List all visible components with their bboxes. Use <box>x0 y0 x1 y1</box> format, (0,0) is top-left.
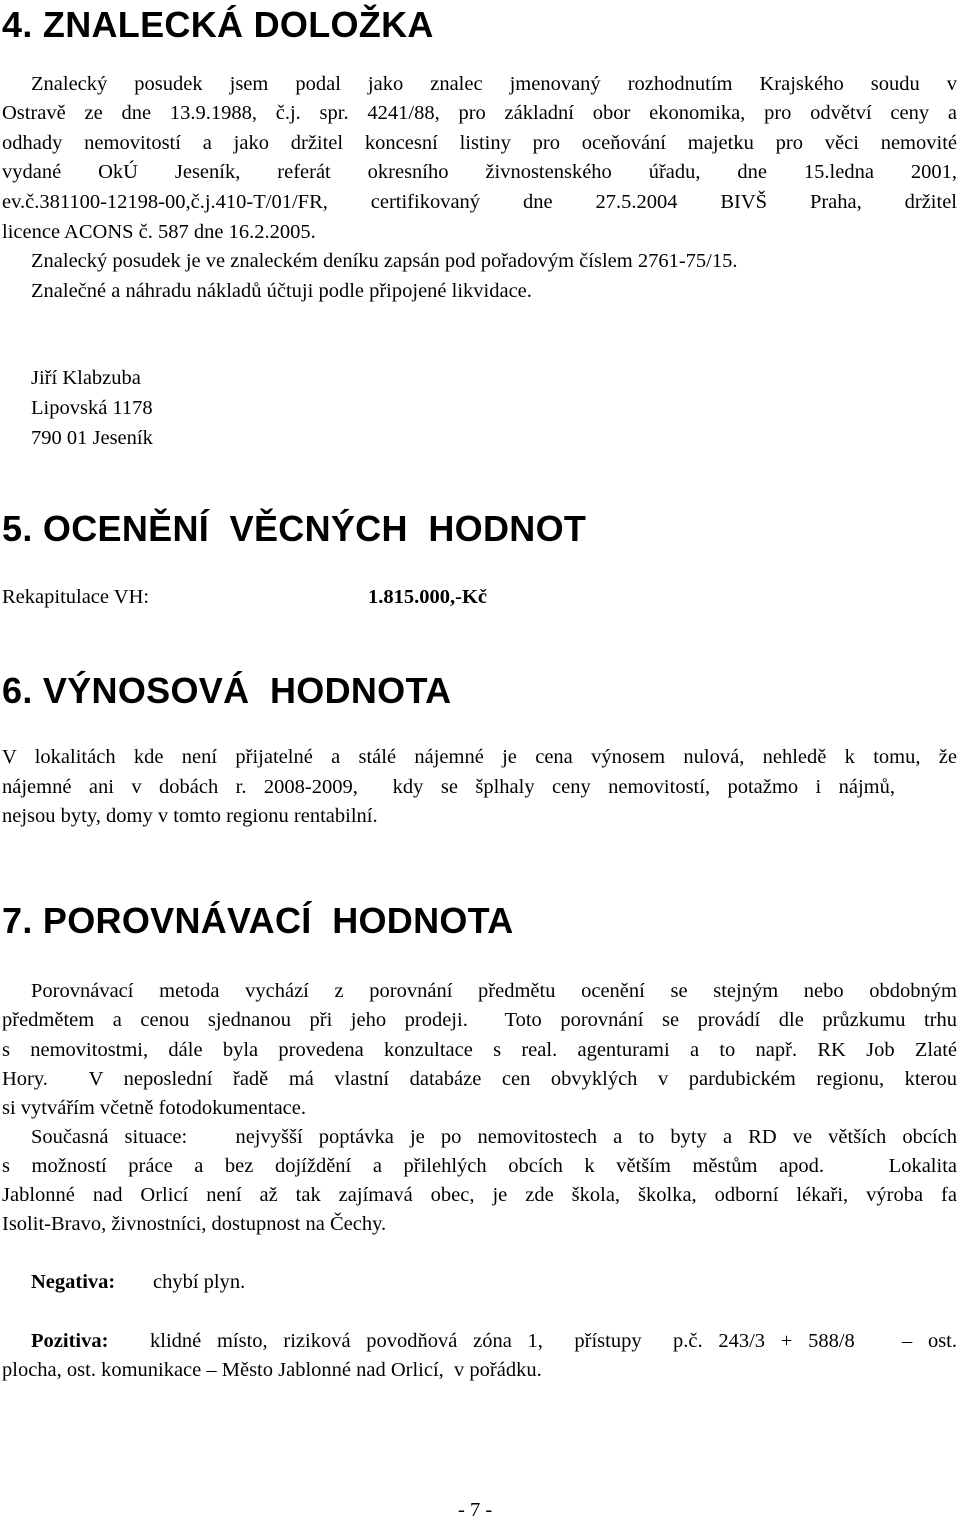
s4-fees-line: Znalečné a náhradu nákladů účtuji podle připojené likvidace. <box>31 280 532 302</box>
recap-label: Rekapitulace VH: <box>2 586 150 608</box>
s7-p2-line-3: Jablonné nad Orlicí není až tak zajímavá obec, je zde škola, školka, odborní lékaři, výroba fa <box>2 1184 957 1206</box>
s7-p1-line-3: s nemovitostmi, dále byla provedena konzultace s real. agenturami a to např. RK Job Zlaté <box>2 1039 957 1061</box>
s7-p1-line-4: Hory. V neposlední řadě má vlastní databáze cen obvyklých v pardubickém regionu, kterou <box>2 1068 957 1090</box>
s4-line-1: Znalecký posudek jsem podal jako znalec jmenovaný rozhodnutím Krajského soudu v <box>31 73 957 95</box>
expert-name: Jiří Klabzuba <box>31 367 141 389</box>
section-7-heading: 7. POROVNÁVACÍ HODNOTA <box>2 900 514 941</box>
pozitiva-label: Pozitiva: <box>31 1330 109 1352</box>
s4-diary-line: Znalecký posudek je ve znaleckém deníku zapsán pod pořadovým číslem 2761-75/15. <box>31 250 738 272</box>
negativa-label: Negativa: <box>31 1271 116 1293</box>
page-number: - 7 - <box>458 1499 493 1521</box>
s6-line-1: V lokalitách kde není přijatelné a stálé nájemné je cena výnosem nulová, nehledě k tomu, že <box>2 746 957 768</box>
s7-p2-line-4: Isolit-Bravo, živnostníci, dostupnost na Čechy. <box>2 1213 387 1235</box>
section-4-heading: 4. ZNALECKÁ DOLOŽKA <box>2 4 434 45</box>
s6-line-3: nejsou byty, domy v tomto regionu rentabilní. <box>2 805 378 827</box>
expert-city: 790 01 Jeseník <box>31 427 153 449</box>
negativa-text: chybí plyn. <box>153 1271 246 1293</box>
expert-street: Lipovská 1178 <box>31 397 153 419</box>
recap-value: 1.815.000,-Kč <box>368 586 487 608</box>
s6-line-2: nájemné ani v dobách r. 2008-2009, kdy se šplhaly ceny nemovitostí, potažmo i nájmů, <box>2 776 895 798</box>
pozitiva-text: klidné místo, riziková povodňová zóna 1, přístupy p.č. 243/3 + 588/8 – ost. <box>150 1330 957 1352</box>
s4-line-6: licence ACONS č. 587 dne 16.2.2005. <box>2 221 316 243</box>
s7-p1-line-5: si vytvářím včetně fotodokumentace. <box>2 1097 306 1119</box>
section-6-heading: 6. VÝNOSOVÁ HODNOTA <box>2 670 452 711</box>
s7-p2-line-1: Současná situace: nejvyšší poptávka je po nemovitostech a to byty a RD ve větších obcích <box>31 1126 957 1148</box>
pozitiva-line-2: plocha, ost. komunikace – Město Jablonné nad Orlicí, v pořádku. <box>2 1359 542 1381</box>
s7-p1-line-2: předmětem a cenou sjednanou při jeho prodeji. Toto porovnání se provádí dle průzkumu trhu <box>2 1009 957 1031</box>
s4-line-3: odhady nemovitostí a jako držitel koncesní listiny pro oceňování majetku pro věci nemovité <box>2 132 957 154</box>
s7-p1-line-1: Porovnávací metoda vychází z porovnání předmětu ocenění se stejným nebo obdobným <box>31 980 957 1002</box>
section-5-heading: 5. OCENĚNÍ VĚCNÝCH HODNOT <box>2 508 587 549</box>
s7-p2-line-2: s možností práce a bez dojíždění a přilehlých obcích k větším městům apod. Lokalita <box>2 1155 957 1177</box>
s4-line-5: ev.č.381100-12198-00,č.j.410-T/01/FR, certifikovaný dne 27.5.2004 BIVŠ Praha, držitel <box>2 191 957 213</box>
s4-line-4: vydané OkÚ Jeseník, referát okresního živnostenského úřadu, dne 15.ledna 2001, <box>2 161 957 183</box>
s4-line-2: Ostravě ze dne 13.9.1988, č.j. spr. 4241/88, pro základní obor ekonomika, pro odvětví ceny a <box>2 102 957 124</box>
